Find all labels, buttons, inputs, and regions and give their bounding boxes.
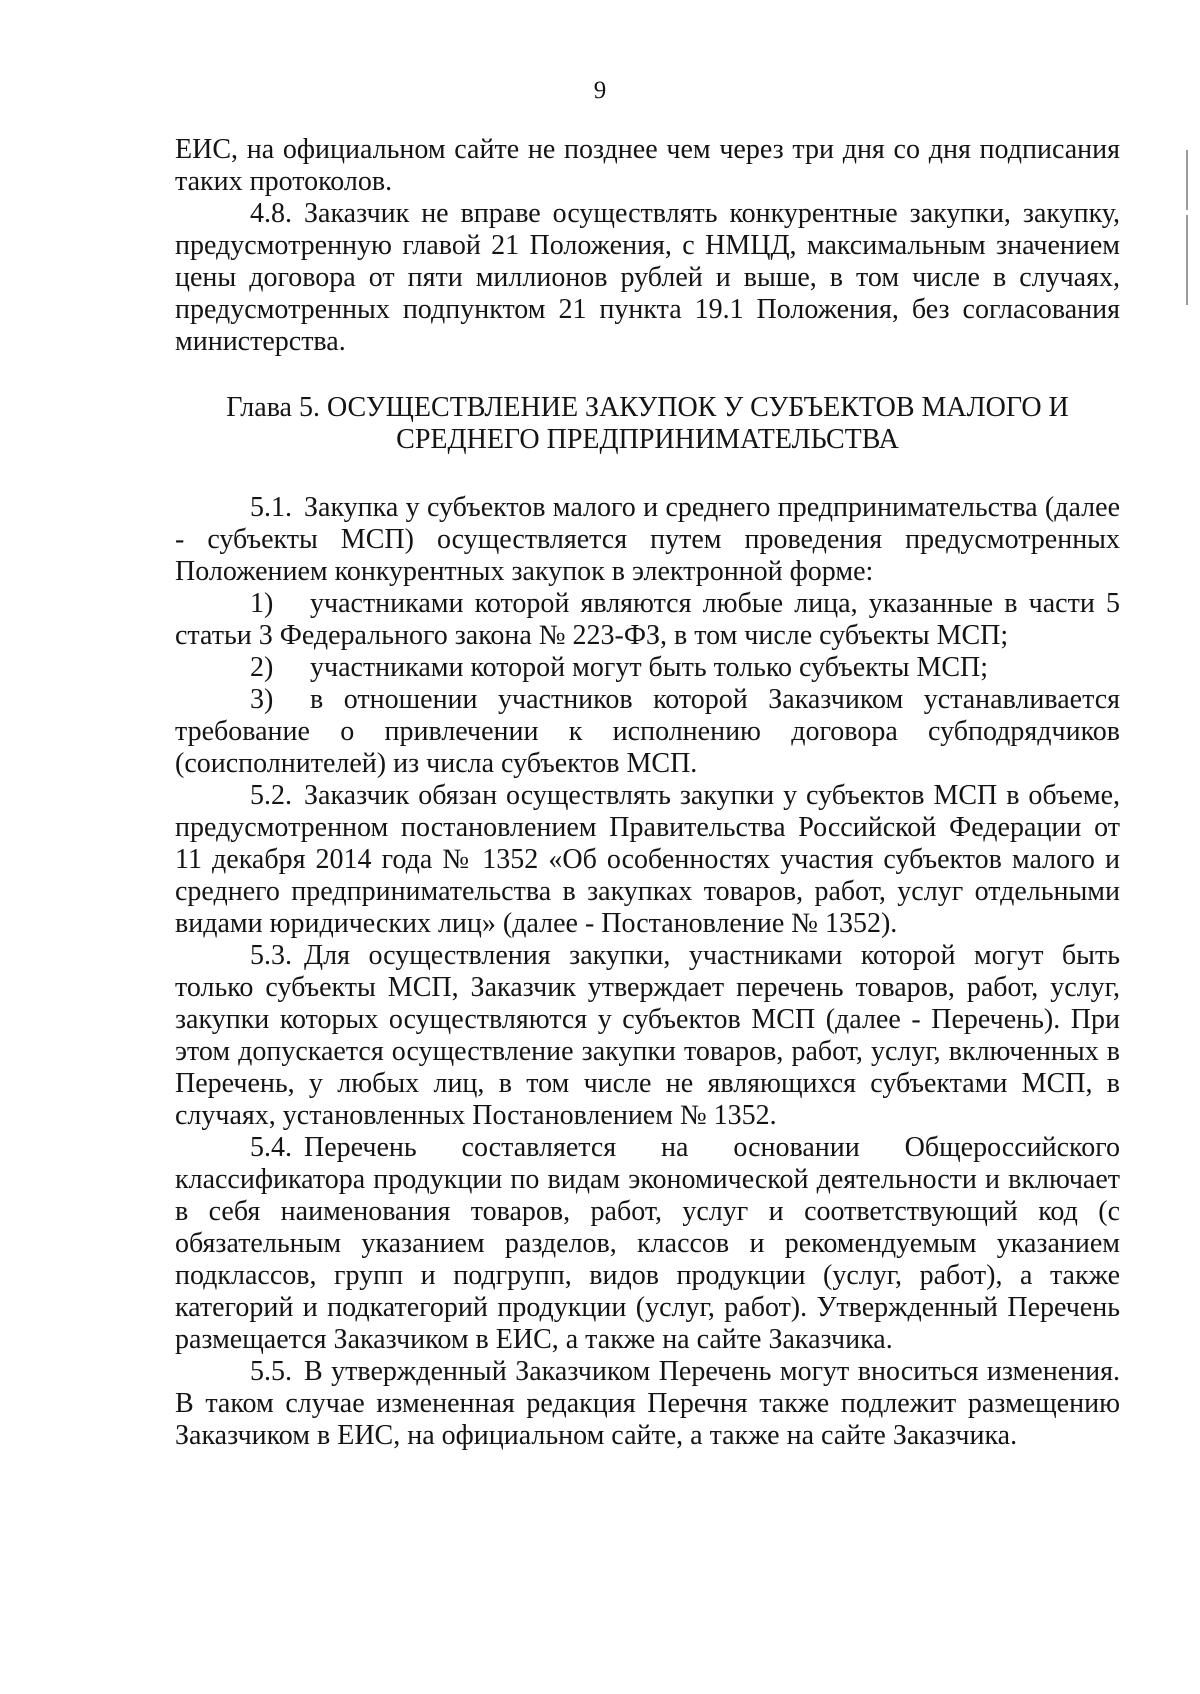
clause-number: 5.2. [250, 780, 292, 811]
list-item-number: 3) [250, 684, 274, 715]
clause-4-8 [175, 198, 1120, 358]
clause-5-4 [175, 1132, 1120, 1356]
list-item-number: 1) [250, 588, 274, 619]
clause-number: 5.1. [250, 492, 292, 523]
clause-text: Для осуществления закупки, участниками которой могут быть только субъекты МСП, Заказчик утверждает перечень товаров, работ, услуг, закупки которых осуществляются у субъектов МСП (далее - Перечень). При этом допускается осуществление закупки товаров, работ, услуг, включенных в Перечень, у любых лиц, в том числе не являющихся субъектами МСП, в случаях, установленных Постановлением № 1352. [175, 940, 1120, 1131]
clause-text: Закупка у субъектов малого и среднего предпринимательства (далее - субъекты МСП) осуществляется путем проведения предусмотренных Положением конкурентных закупок в электронной форме: [175, 492, 1120, 587]
document-body [175, 134, 1120, 1452]
chapter-heading-line-2: СРЕДНЕГО ПРЕДПРИНИМАТЕЛЬСТВА [396, 424, 899, 455]
clause-5-1 [175, 492, 1120, 588]
list-item-3 [175, 684, 1120, 780]
clause-number: 5.4. [250, 1132, 292, 1163]
clause-number: 5.5. [250, 1356, 292, 1387]
paragraph-continuation: ЕИС, на официальном сайте не позднее чем через три дня со дня подписания таких протоколов. [175, 134, 1120, 197]
list-item-text: участниками которой могут быть только субъекты МСП; [310, 652, 989, 683]
scan-edge-mark [1186, 150, 1188, 210]
clause-text: Заказчик не вправе осуществлять конкурентные закупки, закупку, предусмотренную главой 21 Положения, с НМЦД, максимальным значением цены договора от пяти миллионов рублей и выше, в том числе в случаях, предусмотренных подпунктом 21 пункта 19.1 Положения, без согласования министерства. [175, 198, 1120, 357]
clause-5-2 [175, 780, 1120, 940]
clause-text: Заказчик обязан осуществлять закупки у субъектов МСП в объеме, предусмотренном постановлением Правительства Российской Федерации от 11 декабря 2014 года № 1352 «Об особенностях участия субъектов малого и среднего предпринимательства в закупках товаров, работ, услуг отдельными видами юридических лиц» (далее - Постановление № 1352). [175, 780, 1120, 939]
page-number: 9 [593, 77, 607, 104]
chapter-heading-line-1: Глава 5. ОСУЩЕСТВЛЕНИЕ ЗАКУПОК У СУБЪЕКТОВ МАЛОГО И [226, 392, 1069, 423]
clause-text: В утвержденный Заказчиком Перечень могут вноситься изменения. В таком случае измененная редакция Перечня также подлежит размещению Заказчиком в ЕИС, на официальном сайте, а также на сайте Заказчика. [175, 1356, 1120, 1451]
list-item-1 [175, 588, 1120, 652]
clause-5-5 [175, 1356, 1120, 1452]
chapter-heading [175, 392, 1120, 456]
list-item-text: участниками которой являются любые лица, указанные в части 5 статьи 3 Федерального закона № 223-ФЗ, в том числе субъекты МСП; [175, 588, 1120, 651]
list-item-number: 2) [250, 652, 274, 683]
clause-text: Перечень составляется на основании Общероссийского классификатора продукции по видам экономической деятельности и включает в себя наименования товаров, работ, услуг и соответствующий код (с обязательным указанием разделов, классов и рекомендуемым указанием подклассов, групп и подгрупп, видов продукции (услуг, работ), а также категорий и подкатегорий продукции (услуг, работ). Утвержденный Перечень размещается Заказчиком в ЕИС, а также на сайте Заказчика. [175, 1132, 1120, 1355]
scan-edge-mark [1186, 215, 1188, 305]
clause-number: 4.8. [250, 198, 292, 229]
list-item-text: в отношении участников которой Заказчиком устанавливается требование о привлечении к исполнению договора субподрядчиков (соисполнителей) из числа субъектов МСП. [175, 684, 1120, 779]
list-item-2 [175, 652, 1120, 684]
clause-5-3 [175, 940, 1120, 1132]
clause-number: 5.3. [250, 940, 292, 971]
